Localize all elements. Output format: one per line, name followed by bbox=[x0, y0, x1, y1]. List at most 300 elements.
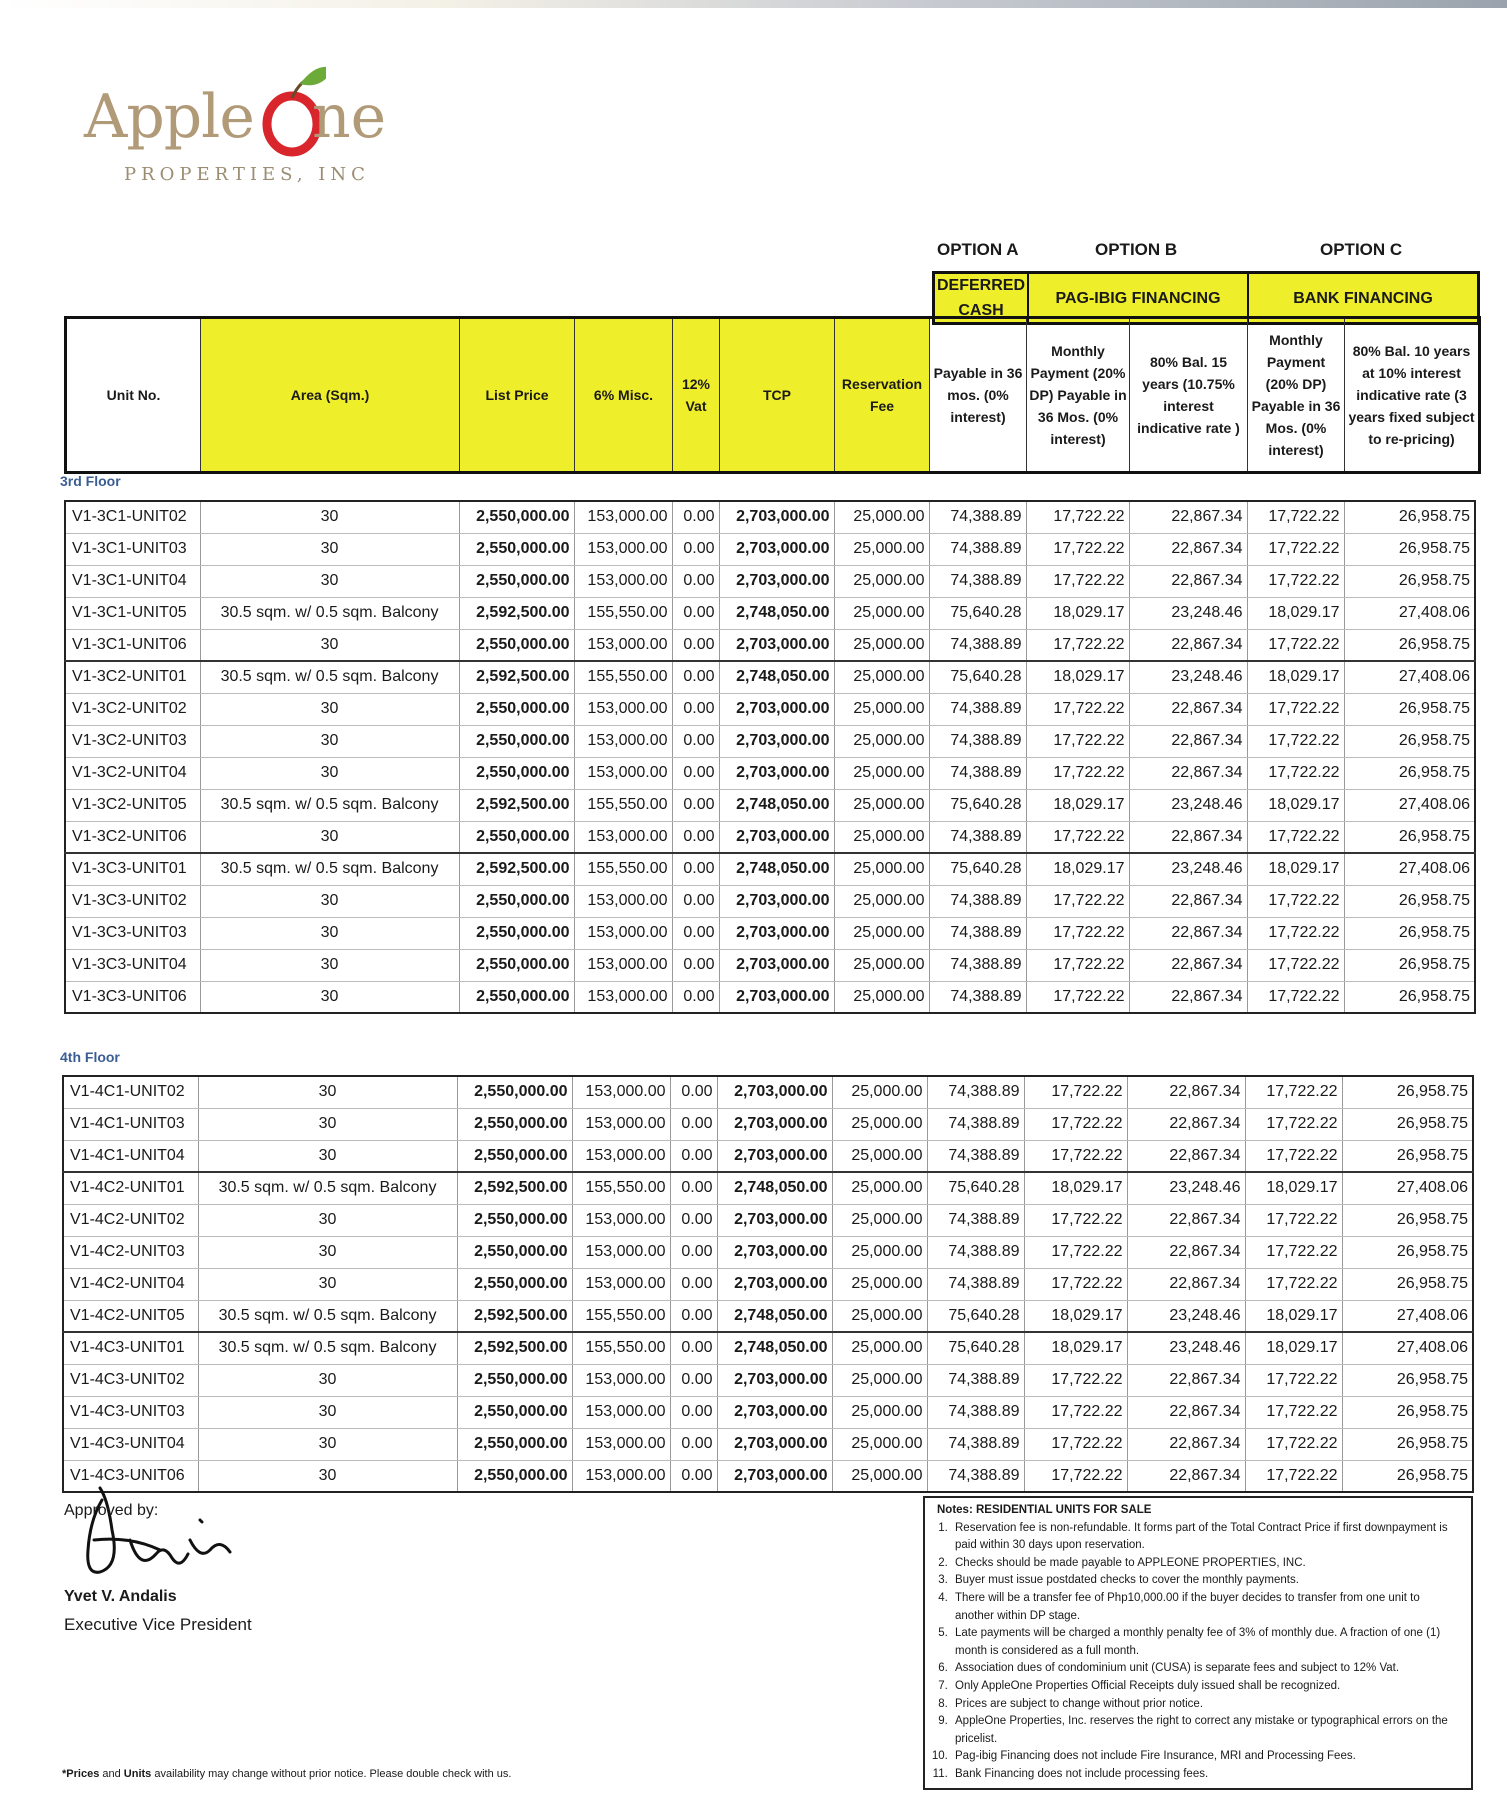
cell-reservation-fee: 25,000.00 bbox=[832, 1076, 927, 1108]
cell-bank-monthly: 18,029.17 bbox=[1247, 597, 1344, 629]
cell-list-price: 2,550,000.00 bbox=[459, 821, 574, 853]
table-row bbox=[63, 1396, 1473, 1428]
cell-area: 30 bbox=[200, 949, 459, 981]
cell-pagibig-balance: 22,867.34 bbox=[1129, 533, 1247, 565]
cell-vat: 0.00 bbox=[672, 597, 719, 629]
header-deferred-payable: Payable in 36 mos. (0% interest) bbox=[930, 318, 1027, 473]
cell-bank-monthly: 17,722.22 bbox=[1245, 1236, 1342, 1268]
cell-tcp: 2,703,000.00 bbox=[719, 501, 834, 533]
cell-vat: 0.00 bbox=[670, 1140, 717, 1172]
approved-by-label: Approved by: bbox=[64, 1502, 159, 1519]
cell-pagibig-balance: 22,867.34 bbox=[1129, 757, 1247, 789]
cell-vat: 0.00 bbox=[670, 1460, 717, 1492]
cell-bank-balance: 26,958.75 bbox=[1344, 725, 1475, 757]
cell-bank-monthly: 18,029.17 bbox=[1247, 789, 1344, 821]
table-row bbox=[65, 597, 1475, 629]
cell-pagibig-monthly: 17,722.22 bbox=[1024, 1204, 1127, 1236]
cell-misc: 153,000.00 bbox=[574, 949, 672, 981]
cell-tcp: 2,703,000.00 bbox=[719, 629, 834, 661]
cell-misc: 153,000.00 bbox=[572, 1460, 670, 1492]
cell-pagibig-balance: 22,867.34 bbox=[1129, 501, 1247, 533]
cell-unit-no: V1-3C1-UNIT02 bbox=[65, 501, 200, 533]
cell-pagibig-balance: 22,867.34 bbox=[1127, 1108, 1245, 1140]
cell-misc: 153,000.00 bbox=[574, 981, 672, 1013]
cell-area: 30 bbox=[198, 1460, 457, 1492]
cell-unit-no: V1-3C1-UNIT03 bbox=[65, 533, 200, 565]
cell-list-price: 2,550,000.00 bbox=[457, 1236, 572, 1268]
cell-pagibig-monthly: 17,722.22 bbox=[1026, 981, 1129, 1013]
logo-word-right: ne bbox=[312, 82, 387, 152]
cell-pagibig-monthly: 17,722.22 bbox=[1024, 1076, 1127, 1108]
header-vat: 12% Vat bbox=[673, 318, 720, 473]
table-row bbox=[65, 757, 1475, 789]
cell-vat: 0.00 bbox=[672, 661, 719, 693]
cell-reservation-fee: 25,000.00 bbox=[834, 853, 929, 885]
cell-pagibig-balance: 22,867.34 bbox=[1127, 1460, 1245, 1492]
cell-deferred-payable: 74,388.89 bbox=[927, 1236, 1024, 1268]
cell-vat: 0.00 bbox=[670, 1300, 717, 1332]
floor-3-label: 3rd Floor bbox=[60, 473, 121, 489]
table-row bbox=[63, 1460, 1473, 1492]
cell-vat: 0.00 bbox=[670, 1236, 717, 1268]
cell-pagibig-balance: 22,867.34 bbox=[1127, 1076, 1245, 1108]
cell-tcp: 2,703,000.00 bbox=[719, 981, 834, 1013]
cell-area: 30.5 sqm. w/ 0.5 sqm. Balcony bbox=[200, 853, 459, 885]
cell-bank-monthly: 17,722.22 bbox=[1247, 885, 1344, 917]
cell-pagibig-monthly: 17,722.22 bbox=[1026, 949, 1129, 981]
approver-title: Executive Vice President bbox=[64, 1615, 252, 1634]
cell-unit-no: V1-3C3-UNIT02 bbox=[65, 885, 200, 917]
cell-area: 30 bbox=[200, 885, 459, 917]
cell-pagibig-balance: 23,248.46 bbox=[1129, 789, 1247, 821]
cell-pagibig-monthly: 17,722.22 bbox=[1026, 533, 1129, 565]
cell-vat: 0.00 bbox=[672, 853, 719, 885]
cell-reservation-fee: 25,000.00 bbox=[832, 1396, 927, 1428]
cell-pagibig-monthly: 18,029.17 bbox=[1024, 1172, 1127, 1204]
cell-bank-monthly: 17,722.22 bbox=[1247, 981, 1344, 1013]
cell-bank-balance: 26,958.75 bbox=[1342, 1396, 1473, 1428]
cell-pagibig-monthly: 17,722.22 bbox=[1024, 1460, 1127, 1492]
cell-reservation-fee: 25,000.00 bbox=[832, 1140, 927, 1172]
notes-title: Notes: RESIDENTIAL UNITS FOR SALE bbox=[937, 1504, 1152, 1516]
cell-area: 30.5 sqm. w/ 0.5 sqm. Balcony bbox=[200, 789, 459, 821]
cell-reservation-fee: 25,000.00 bbox=[832, 1428, 927, 1460]
top-edge-band bbox=[0, 0, 1507, 8]
cell-area: 30 bbox=[200, 821, 459, 853]
cell-area: 30 bbox=[200, 757, 459, 789]
cell-pagibig-monthly: 17,722.22 bbox=[1024, 1140, 1127, 1172]
cell-deferred-payable: 74,388.89 bbox=[927, 1396, 1024, 1428]
disclaimer-bold-prices: *Prices bbox=[62, 1768, 100, 1780]
cell-bank-balance: 26,958.75 bbox=[1342, 1268, 1473, 1300]
pagibig-group: PAG-IBIG FINANCING bbox=[1029, 274, 1249, 322]
cell-bank-balance: 27,408.06 bbox=[1344, 789, 1475, 821]
cell-tcp: 2,703,000.00 bbox=[719, 885, 834, 917]
cell-bank-balance: 26,958.75 bbox=[1344, 949, 1475, 981]
cell-bank-monthly: 17,722.22 bbox=[1247, 949, 1344, 981]
cell-deferred-payable: 74,388.89 bbox=[929, 565, 1026, 597]
notes-list bbox=[937, 1520, 1459, 1784]
cell-bank-monthly: 17,722.22 bbox=[1245, 1108, 1342, 1140]
cell-unit-no: V1-3C2-UNIT06 bbox=[65, 821, 200, 853]
disclaimer-and: and bbox=[99, 1768, 124, 1780]
cell-pagibig-balance: 22,867.34 bbox=[1127, 1364, 1245, 1396]
cell-deferred-payable: 75,640.28 bbox=[929, 853, 1026, 885]
cell-misc: 153,000.00 bbox=[572, 1236, 670, 1268]
table-row bbox=[65, 885, 1475, 917]
cell-reservation-fee: 25,000.00 bbox=[834, 757, 929, 789]
floor-4-table bbox=[62, 1075, 1474, 1493]
floor-4-label: 4th Floor bbox=[60, 1049, 120, 1065]
disclaimer-text: availability may change without prior notice. Please double check with us. bbox=[151, 1768, 512, 1780]
cell-list-price: 2,592,500.00 bbox=[459, 661, 574, 693]
cell-misc: 153,000.00 bbox=[574, 821, 672, 853]
table-row bbox=[65, 949, 1475, 981]
cell-list-price: 2,550,000.00 bbox=[457, 1108, 572, 1140]
cell-bank-balance: 26,958.75 bbox=[1344, 565, 1475, 597]
cell-tcp: 2,703,000.00 bbox=[719, 821, 834, 853]
cell-area: 30 bbox=[200, 501, 459, 533]
cell-misc: 153,000.00 bbox=[572, 1268, 670, 1300]
cell-pagibig-balance: 22,867.34 bbox=[1129, 917, 1247, 949]
cell-reservation-fee: 25,000.00 bbox=[832, 1236, 927, 1268]
cell-list-price: 2,550,000.00 bbox=[457, 1076, 572, 1108]
cell-pagibig-monthly: 18,029.17 bbox=[1026, 789, 1129, 821]
cell-deferred-payable: 74,388.89 bbox=[929, 501, 1026, 533]
cell-reservation-fee: 25,000.00 bbox=[834, 693, 929, 725]
cell-misc: 153,000.00 bbox=[572, 1428, 670, 1460]
table-row bbox=[63, 1332, 1473, 1364]
cell-unit-no: V1-3C3-UNIT01 bbox=[65, 853, 200, 885]
cell-vat: 0.00 bbox=[672, 501, 719, 533]
cell-bank-balance: 27,408.06 bbox=[1344, 597, 1475, 629]
cell-unit-no: V1-4C1-UNIT03 bbox=[63, 1108, 198, 1140]
cell-list-price: 2,550,000.00 bbox=[459, 565, 574, 597]
cell-deferred-payable: 75,640.28 bbox=[929, 661, 1026, 693]
cell-unit-no: V1-4C2-UNIT03 bbox=[63, 1236, 198, 1268]
cell-deferred-payable: 74,388.89 bbox=[929, 757, 1026, 789]
cell-area: 30 bbox=[200, 533, 459, 565]
cell-bank-monthly: 17,722.22 bbox=[1247, 757, 1344, 789]
cell-misc: 153,000.00 bbox=[574, 757, 672, 789]
cell-pagibig-monthly: 17,722.22 bbox=[1026, 693, 1129, 725]
table-row bbox=[63, 1236, 1473, 1268]
cell-vat: 0.00 bbox=[670, 1204, 717, 1236]
note-item: 6. Association dues of condominium unit (CUSA) is separate fees and subject to 12% Vat. bbox=[951, 1660, 1459, 1678]
approver-name: Yvet V. Andalis bbox=[64, 1588, 177, 1605]
cell-reservation-fee: 25,000.00 bbox=[832, 1460, 927, 1492]
table-row bbox=[65, 981, 1475, 1013]
cell-bank-monthly: 17,722.22 bbox=[1247, 693, 1344, 725]
cell-pagibig-monthly: 17,722.22 bbox=[1024, 1428, 1127, 1460]
cell-deferred-payable: 74,388.89 bbox=[929, 725, 1026, 757]
cell-deferred-payable: 75,640.28 bbox=[929, 789, 1026, 821]
cell-pagibig-monthly: 18,029.17 bbox=[1024, 1332, 1127, 1364]
cell-unit-no: V1-3C3-UNIT04 bbox=[65, 949, 200, 981]
cell-bank-monthly: 18,029.17 bbox=[1245, 1332, 1342, 1364]
cell-area: 30 bbox=[198, 1076, 457, 1108]
cell-area: 30 bbox=[198, 1204, 457, 1236]
cell-misc: 153,000.00 bbox=[574, 533, 672, 565]
cell-tcp: 2,748,050.00 bbox=[717, 1332, 832, 1364]
cell-area: 30 bbox=[198, 1364, 457, 1396]
header-bank-balance: 80% Bal. 10 years at 10% interest indicative rate (3 years fixed subject to re-pricing) bbox=[1345, 318, 1480, 473]
cell-tcp: 2,703,000.00 bbox=[719, 949, 834, 981]
cell-deferred-payable: 74,388.89 bbox=[929, 533, 1026, 565]
cell-bank-monthly: 17,722.22 bbox=[1245, 1140, 1342, 1172]
cell-deferred-payable: 74,388.89 bbox=[927, 1204, 1024, 1236]
cell-deferred-payable: 74,388.89 bbox=[929, 981, 1026, 1013]
table-row bbox=[63, 1300, 1473, 1332]
cell-misc: 155,550.00 bbox=[574, 789, 672, 821]
cell-tcp: 2,703,000.00 bbox=[719, 693, 834, 725]
cell-misc: 155,550.00 bbox=[574, 853, 672, 885]
cell-deferred-payable: 75,640.28 bbox=[929, 597, 1026, 629]
deferred-cash-group: DEFERRED CASH bbox=[935, 274, 1029, 322]
cell-reservation-fee: 25,000.00 bbox=[834, 629, 929, 661]
cell-unit-no: V1-3C2-UNIT05 bbox=[65, 789, 200, 821]
cell-tcp: 2,748,050.00 bbox=[719, 661, 834, 693]
note-item: 5. Late payments will be charged a monthly penalty fee of 3% of monthly due. A fraction of one (1) month is considered as a full month. bbox=[951, 1625, 1459, 1660]
cell-pagibig-monthly: 17,722.22 bbox=[1026, 725, 1129, 757]
cell-unit-no: V1-4C3-UNIT01 bbox=[63, 1332, 198, 1364]
signature-image bbox=[60, 1480, 240, 1590]
table-row bbox=[65, 501, 1475, 533]
cell-bank-monthly: 17,722.22 bbox=[1247, 629, 1344, 661]
note-item: 10. Pag-ibig Financing does not include Fire Insurance, MRI and Processing Fees. bbox=[951, 1748, 1459, 1766]
note-item: 4. There will be a transfer fee of Php10,000.00 if the buyer decides to transfer from one unit to another within DP stage. bbox=[951, 1590, 1459, 1625]
cell-tcp: 2,703,000.00 bbox=[717, 1076, 832, 1108]
cell-deferred-payable: 74,388.89 bbox=[927, 1076, 1024, 1108]
cell-unit-no: V1-4C2-UNIT02 bbox=[63, 1204, 198, 1236]
cell-deferred-payable: 74,388.89 bbox=[927, 1364, 1024, 1396]
cell-list-price: 2,592,500.00 bbox=[457, 1300, 572, 1332]
cell-bank-balance: 26,958.75 bbox=[1344, 533, 1475, 565]
appleone-logo bbox=[84, 48, 444, 198]
cell-list-price: 2,550,000.00 bbox=[459, 885, 574, 917]
cell-pagibig-balance: 22,867.34 bbox=[1129, 629, 1247, 661]
cell-pagibig-monthly: 17,722.22 bbox=[1026, 821, 1129, 853]
cell-reservation-fee: 25,000.00 bbox=[834, 949, 929, 981]
table-row bbox=[65, 565, 1475, 597]
cell-bank-balance: 27,408.06 bbox=[1342, 1332, 1473, 1364]
table-row bbox=[63, 1268, 1473, 1300]
cell-pagibig-balance: 23,248.46 bbox=[1127, 1300, 1245, 1332]
bank-group: BANK FINANCING bbox=[1249, 274, 1477, 322]
table-row bbox=[65, 661, 1475, 693]
cell-reservation-fee: 25,000.00 bbox=[834, 885, 929, 917]
cell-tcp: 2,703,000.00 bbox=[717, 1460, 832, 1492]
cell-bank-balance: 26,958.75 bbox=[1342, 1108, 1473, 1140]
cell-list-price: 2,550,000.00 bbox=[457, 1460, 572, 1492]
cell-unit-no: V1-3C2-UNIT04 bbox=[65, 757, 200, 789]
cell-tcp: 2,703,000.00 bbox=[719, 565, 834, 597]
cell-bank-balance: 27,408.06 bbox=[1344, 661, 1475, 693]
cell-unit-no: V1-4C3-UNIT03 bbox=[63, 1396, 198, 1428]
logo-word-left: Apple bbox=[84, 82, 254, 152]
cell-vat: 0.00 bbox=[672, 533, 719, 565]
cell-reservation-fee: 25,000.00 bbox=[834, 565, 929, 597]
cell-misc: 153,000.00 bbox=[572, 1140, 670, 1172]
cell-list-price: 2,550,000.00 bbox=[459, 917, 574, 949]
header-misc: 6% Misc. bbox=[575, 318, 673, 473]
cell-list-price: 2,550,000.00 bbox=[457, 1140, 572, 1172]
cell-tcp: 2,703,000.00 bbox=[717, 1364, 832, 1396]
cell-tcp: 2,703,000.00 bbox=[717, 1268, 832, 1300]
cell-pagibig-monthly: 17,722.22 bbox=[1024, 1236, 1127, 1268]
cell-bank-monthly: 17,722.22 bbox=[1245, 1364, 1342, 1396]
cell-pagibig-monthly: 18,029.17 bbox=[1026, 597, 1129, 629]
cell-bank-balance: 26,958.75 bbox=[1344, 757, 1475, 789]
cell-pagibig-balance: 22,867.34 bbox=[1129, 949, 1247, 981]
note-item: 7. Only AppleOne Properties Official Receipts duly issued shall be recognized. bbox=[951, 1678, 1459, 1696]
cell-vat: 0.00 bbox=[672, 693, 719, 725]
header-reservation-fee: Reservation Fee bbox=[835, 318, 930, 473]
cell-unit-no: V1-4C1-UNIT02 bbox=[63, 1076, 198, 1108]
cell-deferred-payable: 74,388.89 bbox=[929, 821, 1026, 853]
cell-tcp: 2,703,000.00 bbox=[717, 1236, 832, 1268]
option-b-label: OPTION B bbox=[1095, 240, 1178, 259]
column-header-table bbox=[64, 316, 1481, 474]
cell-area: 30 bbox=[200, 917, 459, 949]
cell-bank-balance: 26,958.75 bbox=[1344, 981, 1475, 1013]
cell-tcp: 2,703,000.00 bbox=[719, 725, 834, 757]
cell-misc: 155,550.00 bbox=[572, 1332, 670, 1364]
cell-area: 30 bbox=[200, 725, 459, 757]
disclaimer-bold-units: Units bbox=[123, 1768, 152, 1780]
note-item: 8. Prices are subject to change without prior notice. bbox=[951, 1696, 1459, 1714]
cell-misc: 155,550.00 bbox=[572, 1300, 670, 1332]
cell-pagibig-balance: 22,867.34 bbox=[1127, 1428, 1245, 1460]
cell-bank-balance: 26,958.75 bbox=[1344, 501, 1475, 533]
cell-tcp: 2,748,050.00 bbox=[717, 1172, 832, 1204]
cell-reservation-fee: 25,000.00 bbox=[832, 1332, 927, 1364]
cell-misc: 153,000.00 bbox=[572, 1108, 670, 1140]
cell-pagibig-monthly: 18,029.17 bbox=[1026, 853, 1129, 885]
cell-tcp: 2,703,000.00 bbox=[717, 1108, 832, 1140]
cell-reservation-fee: 25,000.00 bbox=[834, 533, 929, 565]
cell-tcp: 2,748,050.00 bbox=[717, 1300, 832, 1332]
cell-misc: 155,550.00 bbox=[574, 661, 672, 693]
cell-reservation-fee: 25,000.00 bbox=[834, 789, 929, 821]
cell-tcp: 2,703,000.00 bbox=[717, 1140, 832, 1172]
cell-bank-balance: 26,958.75 bbox=[1342, 1428, 1473, 1460]
cell-reservation-fee: 25,000.00 bbox=[832, 1172, 927, 1204]
cell-bank-balance: 26,958.75 bbox=[1342, 1204, 1473, 1236]
cell-area: 30 bbox=[198, 1140, 457, 1172]
cell-tcp: 2,703,000.00 bbox=[717, 1396, 832, 1428]
table-row bbox=[65, 789, 1475, 821]
cell-vat: 0.00 bbox=[670, 1108, 717, 1140]
table-row bbox=[63, 1140, 1473, 1172]
header-unit-no: Unit No. bbox=[66, 318, 201, 473]
cell-bank-monthly: 17,722.22 bbox=[1245, 1076, 1342, 1108]
cell-misc: 155,550.00 bbox=[574, 597, 672, 629]
cell-pagibig-balance: 22,867.34 bbox=[1127, 1236, 1245, 1268]
cell-area: 30 bbox=[198, 1268, 457, 1300]
logo-tagline: PROPERTIES, INC bbox=[124, 164, 370, 185]
note-item: 9. AppleOne Properties, Inc. reserves the right to correct any mistake or typographical errors on the pricelist. bbox=[951, 1713, 1459, 1748]
cell-unit-no: V1-4C3-UNIT02 bbox=[63, 1364, 198, 1396]
cell-misc: 153,000.00 bbox=[572, 1364, 670, 1396]
cell-vat: 0.00 bbox=[670, 1268, 717, 1300]
cell-bank-monthly: 18,029.17 bbox=[1247, 853, 1344, 885]
header-pagibig-monthly: Monthly Payment (20% DP) Payable in 36 Mos. (0% interest) bbox=[1027, 318, 1130, 473]
table-row bbox=[63, 1428, 1473, 1460]
cell-area: 30 bbox=[198, 1108, 457, 1140]
note-item: 1. Reservation fee is non-refundable. It forms part of the Total Contract Price if first downpayment is paid within 30 days upon reservation. bbox=[951, 1520, 1459, 1555]
cell-unit-no: V1-3C2-UNIT02 bbox=[65, 693, 200, 725]
cell-list-price: 2,550,000.00 bbox=[459, 533, 574, 565]
cell-unit-no: V1-3C1-UNIT04 bbox=[65, 565, 200, 597]
cell-tcp: 2,703,000.00 bbox=[719, 917, 834, 949]
cell-deferred-payable: 75,640.28 bbox=[927, 1172, 1024, 1204]
cell-reservation-fee: 25,000.00 bbox=[834, 917, 929, 949]
cell-pagibig-monthly: 17,722.22 bbox=[1026, 501, 1129, 533]
cell-pagibig-balance: 22,867.34 bbox=[1129, 565, 1247, 597]
cell-bank-balance: 26,958.75 bbox=[1344, 917, 1475, 949]
cell-vat: 0.00 bbox=[672, 821, 719, 853]
cell-vat: 0.00 bbox=[672, 629, 719, 661]
cell-unit-no: V1-3C2-UNIT03 bbox=[65, 725, 200, 757]
cell-list-price: 2,592,500.00 bbox=[457, 1172, 572, 1204]
cell-pagibig-balance: 23,248.46 bbox=[1129, 853, 1247, 885]
note-item: 11. Bank Financing does not include processing fees. bbox=[951, 1766, 1459, 1784]
cell-deferred-payable: 74,388.89 bbox=[929, 629, 1026, 661]
cell-pagibig-balance: 23,248.46 bbox=[1127, 1172, 1245, 1204]
cell-pagibig-balance: 22,867.34 bbox=[1127, 1268, 1245, 1300]
cell-bank-monthly: 17,722.22 bbox=[1247, 565, 1344, 597]
cell-pagibig-balance: 22,867.34 bbox=[1127, 1204, 1245, 1236]
cell-list-price: 2,592,500.00 bbox=[459, 597, 574, 629]
table-row bbox=[65, 693, 1475, 725]
cell-reservation-fee: 25,000.00 bbox=[832, 1300, 927, 1332]
cell-vat: 0.00 bbox=[672, 885, 719, 917]
cell-pagibig-balance: 22,867.34 bbox=[1129, 725, 1247, 757]
cell-misc: 153,000.00 bbox=[574, 885, 672, 917]
cell-list-price: 2,550,000.00 bbox=[457, 1364, 572, 1396]
cell-bank-monthly: 17,722.22 bbox=[1247, 533, 1344, 565]
header-pagibig-balance: 80% Bal. 15 years (10.75% interest indicative rate ) bbox=[1130, 318, 1248, 473]
cell-list-price: 2,550,000.00 bbox=[457, 1268, 572, 1300]
cell-vat: 0.00 bbox=[670, 1076, 717, 1108]
cell-misc: 153,000.00 bbox=[574, 917, 672, 949]
cell-vat: 0.00 bbox=[672, 789, 719, 821]
cell-reservation-fee: 25,000.00 bbox=[832, 1268, 927, 1300]
cell-misc: 153,000.00 bbox=[572, 1076, 670, 1108]
cell-reservation-fee: 25,000.00 bbox=[834, 725, 929, 757]
cell-reservation-fee: 25,000.00 bbox=[834, 501, 929, 533]
header-area: Area (Sqm.) bbox=[201, 318, 460, 473]
notes-box bbox=[923, 1496, 1473, 1790]
cell-pagibig-balance: 22,867.34 bbox=[1127, 1140, 1245, 1172]
cell-vat: 0.00 bbox=[670, 1172, 717, 1204]
cell-pagibig-balance: 22,867.34 bbox=[1129, 693, 1247, 725]
cell-misc: 153,000.00 bbox=[574, 629, 672, 661]
cell-list-price: 2,550,000.00 bbox=[459, 949, 574, 981]
cell-unit-no: V1-4C2-UNIT04 bbox=[63, 1268, 198, 1300]
cell-area: 30 bbox=[198, 1428, 457, 1460]
cell-bank-monthly: 17,722.22 bbox=[1245, 1268, 1342, 1300]
cell-list-price: 2,592,500.00 bbox=[459, 789, 574, 821]
note-item: 2. Checks should be made payable to APPLEONE PROPERTIES, INC. bbox=[951, 1555, 1459, 1573]
cell-pagibig-monthly: 18,029.17 bbox=[1026, 661, 1129, 693]
cell-bank-monthly: 17,722.22 bbox=[1247, 917, 1344, 949]
cell-list-price: 2,550,000.00 bbox=[457, 1396, 572, 1428]
option-c-label: OPTION C bbox=[1320, 240, 1403, 259]
cell-vat: 0.00 bbox=[670, 1364, 717, 1396]
cell-reservation-fee: 25,000.00 bbox=[832, 1204, 927, 1236]
